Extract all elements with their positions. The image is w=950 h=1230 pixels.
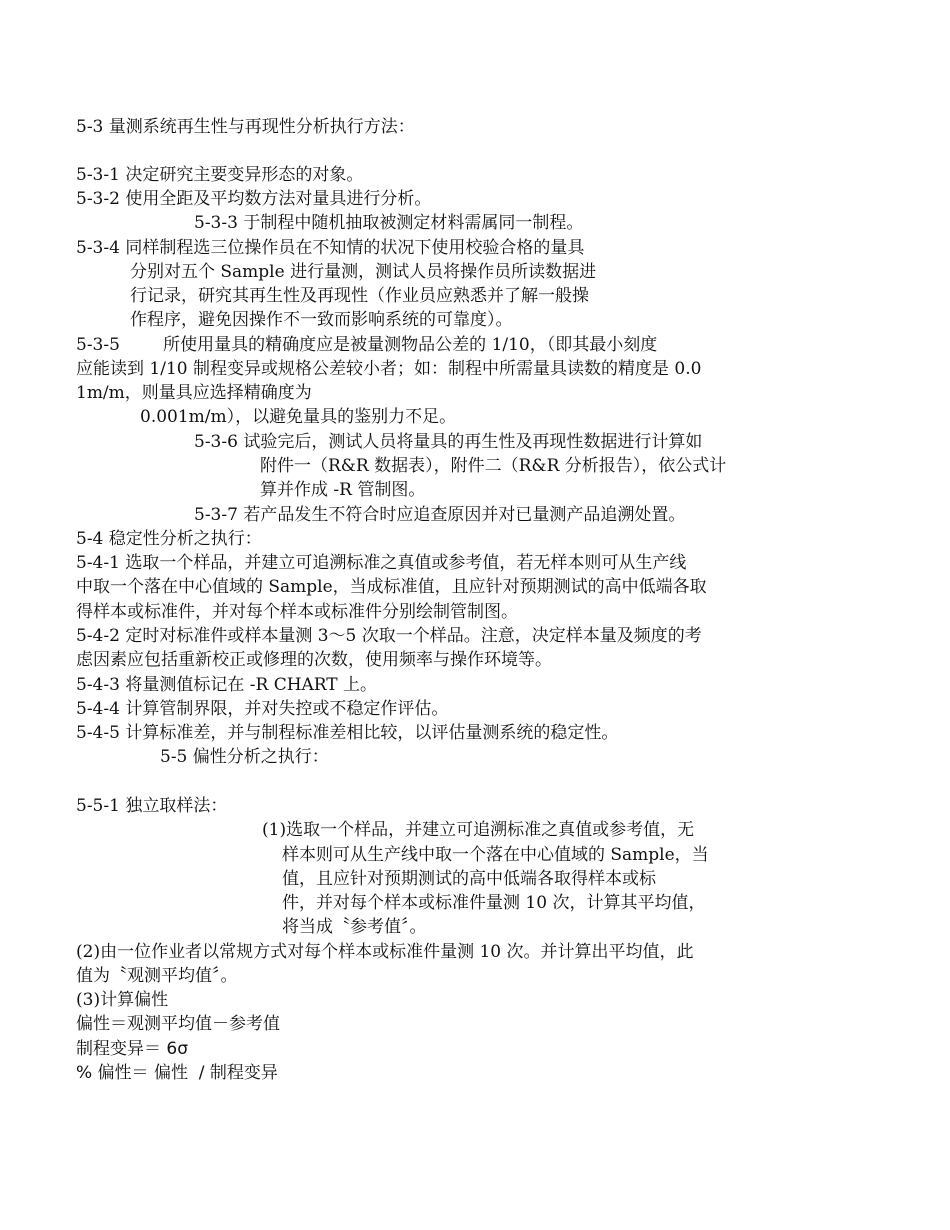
formula-line: 偏性＝观测平均值－参考值 (76, 1014, 280, 1034)
paragraph-line: 5-3-4 同样制程选三位操作员在不知情的状况下使用校验合格的量具 (76, 238, 585, 258)
paragraph-line: 分别对五个 Sample 进行量测，测试人员将操作员所读数据进 (130, 262, 597, 282)
paragraph-line: 1m/m，则量具应选择精确度为 (76, 383, 312, 403)
paragraph-line: 5-3-1 决定研究主要变异形态的对象。 (76, 165, 364, 185)
paragraph-line: 得样本或标准件，并对每个样本或标准件分别绘制管制图。 (76, 602, 518, 622)
paragraph-line: 附件一（R&R 数据表），附件二（R&R 分析报告），依公式计 (260, 456, 727, 476)
paragraph-line: 5-3-6 试验完后，测试人员将量具的再生性及再现性数据进行计算如 (194, 432, 703, 452)
paragraph-line: 应能读到 1/10 制程变异或规格公差较小者；如：制程中所需量具读数的精度是 0.0 (76, 359, 702, 379)
paragraph-line: 样本则可从生产线中取一个落在中心值域的 Sample，当 (282, 845, 709, 865)
paragraph-line: 5-4-3 将量测值标记在 -R CHART 上。 (76, 675, 378, 695)
paragraph-line: 5-3-3 于制程中随机抽取被测定材料需属同一制程。 (194, 213, 584, 233)
paragraph-line: (2)由一位作业者以常规方式对每个样本或标准件量测 10 次。并计算出平均值，此 (76, 942, 694, 962)
section-heading-5-3: 5-3 量测系统再生性与再现性分析执行方法： (76, 117, 415, 137)
paragraph-line: 5-4-1 选取一个样品，并建立可追溯标准之真值或参考值，若无样本则可从生产线 (76, 553, 687, 573)
paragraph-line: 行记录，研究其再生性及再现性（作业员应熟悉并了解一般操 (130, 286, 589, 306)
paragraph-line: 值为〝观测平均值〞。 (76, 966, 238, 986)
paragraph-line: (3)计算偏性 (76, 990, 169, 1010)
paragraph-line: 5-4-2 定时对标准件或样本量测 3～5 次取一个样品。注意，决定样本量及频度的考 (76, 626, 702, 646)
paragraph-line: 5-3-5 所使用量具的精确度应是被量测物品公差的 1/10，（即其最小刻度 (76, 335, 658, 355)
formula-line: 制程变异＝ 6σ (76, 1039, 188, 1059)
paragraph-line: 值，且应针对预期测试的高中低端各取得样本或标 (282, 869, 656, 889)
paragraph-line: 0.001m/m），以避免量具的鉴别力不足。 (140, 407, 457, 427)
paragraph-line: 算并作成 -R 管制图。 (260, 480, 426, 500)
paragraph-line: 将当成〝参考值〞。 (282, 917, 427, 937)
paragraph-line: 虑因素应包括重新校正或修理的次数，使用频率与操作环境等。 (76, 650, 552, 670)
section-heading-5-4: 5-4 稳定性分析之执行： (76, 529, 262, 549)
paragraph-line: 件，并对每个样本或标准件量测 10 次，计算其平均值， (282, 893, 706, 913)
section-heading-5-5: 5-5 偏性分析之执行： (160, 747, 329, 767)
paragraph-line: 5-4-5 计算标准差，并与制程标准差相比较，以评估量测系统的稳定性。 (76, 723, 619, 743)
paragraph-line: 5-3-7 若产品发生不符合时应追查原因并对已量测产品追溯处置。 (194, 505, 686, 525)
formula-line: % 偏性＝ 偏性 / 制程变异 (76, 1063, 278, 1083)
paragraph-line: 5-3-2 使用全距及平均数方法对量具进行分析。 (76, 189, 432, 209)
paragraph-line: 作程序，避免因操作不一致而影响系统的可靠度）。 (130, 310, 513, 330)
paragraph-line: 中取一个落在中心值域的 Sample，当成标准值，且应针对预期测试的高中低端各取 (76, 577, 707, 597)
paragraph-line: (1)选取一个样品，并建立可追溯标准之真值或参考值，无 (262, 820, 695, 840)
paragraph-line: 5-4-4 计算管制界限，并对失控或不稳定作评估。 (76, 699, 449, 719)
paragraph-line: 5-5-1 独立取样法： (76, 796, 228, 816)
